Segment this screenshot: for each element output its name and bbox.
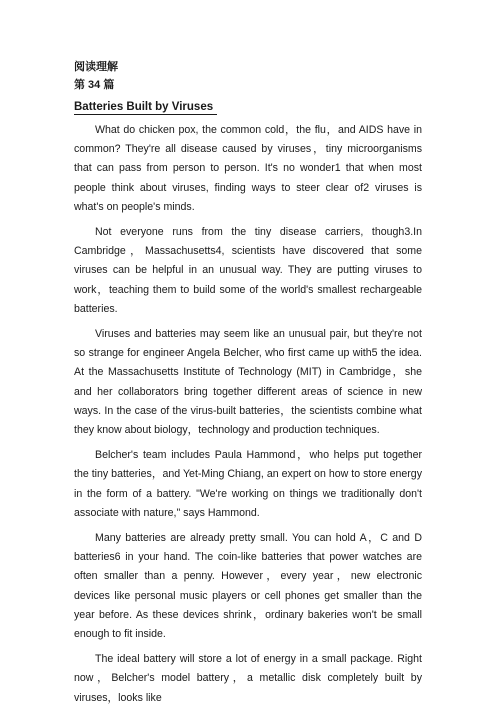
paragraph-4: Belcher's team includes Paula Hammond，who helps put together the tiny batteries，and Yet-Ming Chiang, an expert on how to store energy in the form of a battery. "We're working on things we traditionally don't associate with nature," says Hammond. bbox=[74, 449, 422, 519]
article-title: Batteries Built by Viruses bbox=[74, 100, 217, 115]
paragraph-6: The ideal battery will store a lot of energy in a small package. Right now，Belcher's model battery，a metallic disk completely built by viruses，looks like bbox=[74, 653, 422, 704]
paragraph-3: Viruses and batteries may seem like an unusual pair, but they're not so strange for engineer Angela Belcher, who first came up with5 the idea. At the Massachusetts Institute of Technology (MIT) in Cambridge，she and her collaborators bring together different areas of science in new ways. In the case of the virus-built batteries，the scientists combine what they know about biology，technology and production techniques. bbox=[74, 328, 422, 437]
paragraph-5: Many batteries are already pretty small. You can hold A，C and D batteries6 in your hand. The coin-like batteries that power watches are often smaller than a penny. However，every year，new electronic devices like personal music players or cell phones get smaller than the year before. As these devices shrink，ordinary bakeries won't be small enough to fit inside. bbox=[74, 532, 422, 641]
paragraph-1: What do chicken pox, the common cold，the flu，and AIDS have in common? They're all disease caused by viruses，tiny microorganisms that can pass from person to person. It's no wonder1 that when most people think about viruses, finding ways to steer clear of2 viruses is what's on people's minds. bbox=[74, 124, 422, 213]
paragraph-2: Not everyone runs from the tiny disease carriers, though3.In Cambridge，Massachusetts4, scientists have discovered that some viruses can be helpful in an unusual way. They are putting viruses to work，teaching them to build some of the world's smallest rechargeable batteries. bbox=[74, 226, 422, 315]
article-number: 第 34 篇 bbox=[74, 79, 115, 91]
section-heading: 阅读理解 bbox=[74, 61, 118, 73]
